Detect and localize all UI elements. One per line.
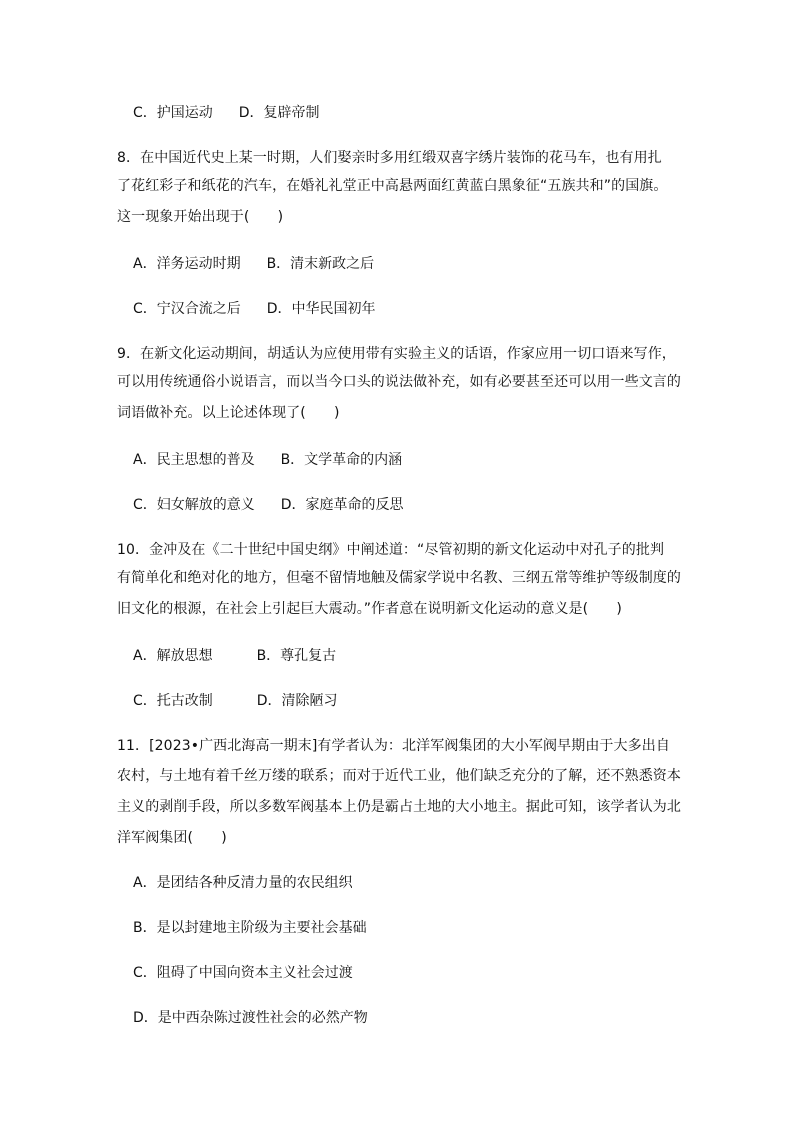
q11-option-c: C．阻碍了中国向资本主义社会过渡 [133,965,353,981]
q9-options-cd [133,495,404,515]
q8-option-a: A．洋务运动时期 [133,256,241,272]
q8-stem-line-2: 了花红彩子和纸花的汽车，在婚礼礼堂正中高悬两面红黄蓝白黑象征“五族共和”的国旗。 [117,178,668,194]
q11-stem-line-1: 11．[2023•广西北海高一期末]有学者认为：北洋军阀集团的大小军阀早期由于大多出自 [117,738,670,754]
q9-stem-line-1: 9．在新文化运动期间，胡适认为应使用带有实验主义的话语，作家应用一切口语来写作， [117,346,676,362]
q7-options-cd [133,103,320,123]
q10-options-cd [133,691,338,711]
q10-stem-line-1: 10．金冲及在《二十世纪中国史纲》中阐述道：“尽管初期的新文化运动中对孔子的批判 [117,542,665,558]
q11-stem-line-2: 农村，与土地有着千丝万缕的联系；而对于近代工业，他们缺乏充分的了解，还不熟悉资本 [117,768,681,784]
q8-stem-line-1: 8．在中国近代史上某一时期，人们娶亲时多用红缎双喜字绣片装饰的花马车，也有用扎 [117,150,662,166]
q8-option-c: C．宁汉合流之后 [133,301,241,317]
q9-options-ab [133,450,402,470]
q11-stem-line-4: 洋军阀集团( ) [117,830,227,846]
q11-option-b: B．是以封建地主阶级为主要社会基础 [133,920,367,936]
q10-option-d: D．清除陋习 [256,693,338,709]
q8-stem-line-3: 这一现象开始出现于( ) [117,209,284,225]
q9-option-d: D．家庭革命的反思 [280,497,404,513]
q9-option-c: C．妇女解放的意义 [133,497,255,513]
q7-option-c: C．护国运动 [133,105,213,121]
q8-options-cd [133,299,376,319]
q11-option-d: D．是中西杂陈过渡性社会的必然产物 [133,1010,368,1026]
q10-option-b: B．尊孔复古 [256,648,337,664]
q10-stem-line-2: 有简单化和绝对化的地方，但毫不留情地触及儒家学说中名教、三纲五常等维护等级制度的 [117,570,681,586]
q9-option-b: B．文学革命的内涵 [280,452,403,468]
q11-stem-line-3: 主义的剥削手段，所以多数军阀基本上仍是霸占土地的大小地主。据此可知，该学者认为北 [117,799,681,815]
q11-option-a: A．是团结各种反清力量的农民组织 [133,875,353,891]
q8-options-ab [133,254,374,274]
q7-option-d: D．复辟帝制 [238,105,320,121]
q10-option-c: C．托古改制 [133,693,213,709]
q10-stem-line-3: 旧文化的根源，在社会上引起巨大震动。”作者意在说明新文化运动的意义是( ) [117,601,622,617]
q9-stem-line-3: 词语做补充。以上论述体现了( ) [117,405,340,421]
q9-stem-line-2: 可以用传统通俗小说语言，而以当今口头的说法做补充，如有必要甚至还可以用一些文言的 [117,374,681,390]
q10-options-ab [133,646,336,666]
q10-option-a: A．解放思想 [133,648,213,664]
q8-option-d: D．中华民国初年 [266,301,376,317]
q9-option-a: A．民主思想的普及 [133,452,255,468]
q8-option-b: B．清末新政之后 [266,256,375,272]
